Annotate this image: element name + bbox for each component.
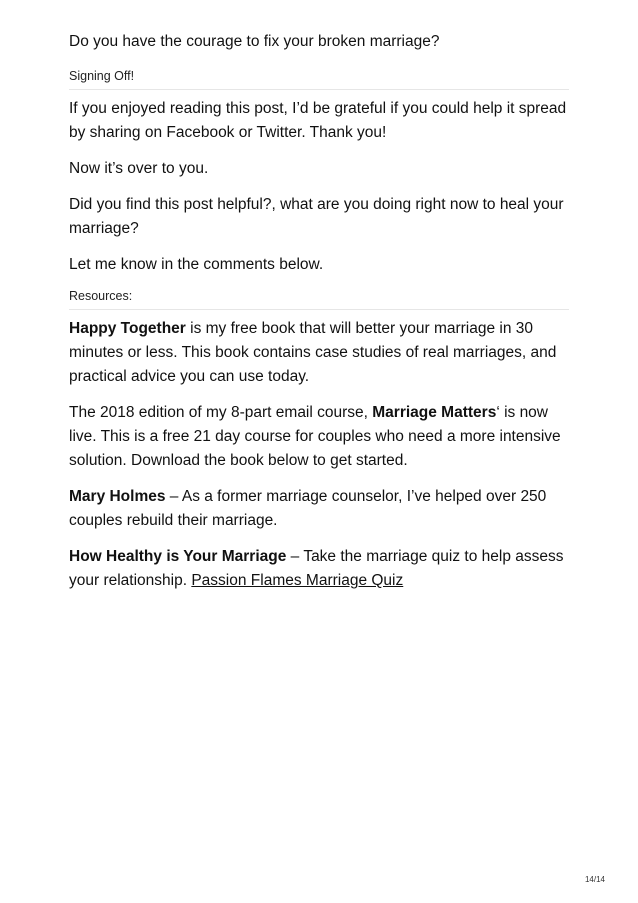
resource-marriage-matters	[69, 401, 569, 473]
signing-off-paragraph-question: Did you find this post helpful?, what are you doing right now to heal your marriage?	[69, 196, 564, 237]
marriage-quiz-link[interactable]: Passion Flames Marriage Quiz	[191, 572, 404, 589]
resource-text-marriage-matters-after: ‘ is now live. This is a free 21 day course for couples who need a more intensive solution. Download the book below to get started.	[69, 404, 561, 469]
resource-text-mary-holmes: – As a former marriage counselor, I’ve helped over 250 couples rebuild their marriage.	[69, 488, 547, 529]
resource-title-mary-holmes: Mary Holmes	[69, 488, 166, 505]
resource-title-healthy-marriage: How Healthy is Your Marriage	[69, 548, 287, 565]
resource-text-marriage-matters-before: The 2018 edition of my 8-part email course,	[69, 404, 373, 421]
intro-question: Do you have the courage to fix your broken marriage?	[69, 33, 440, 50]
resources-heading: Resources:	[69, 287, 569, 310]
resource-title-marriage-matters: Marriage Matters	[372, 404, 497, 421]
signing-off-paragraph-share: If you enjoyed reading this post, I’d be grateful if you could help it spread by sharing on Facebook or Twitter. Thank you!	[69, 100, 567, 141]
resource-text-healthy-marriage: – Take the marriage quiz to help assess your relationship.	[69, 548, 564, 589]
signing-off-heading: Signing Off!	[69, 67, 569, 90]
resource-title-happy-together: Happy Together	[69, 320, 186, 337]
resource-healthy-marriage	[69, 545, 569, 593]
signing-off-paragraph-comments: Let me know in the comments below.	[69, 256, 324, 273]
document-page	[69, 30, 569, 605]
signing-off-paragraph-over-to-you: Now it’s over to you.	[69, 160, 209, 177]
resource-mary-holmes	[69, 485, 569, 533]
resource-happy-together	[69, 317, 569, 389]
resource-text-happy-together: is my free book that will better your marriage in 30 minutes or less. This book contains case studies of real marriages, and practical advice you can use today.	[69, 320, 557, 385]
page-number: 14/14	[584, 875, 605, 884]
